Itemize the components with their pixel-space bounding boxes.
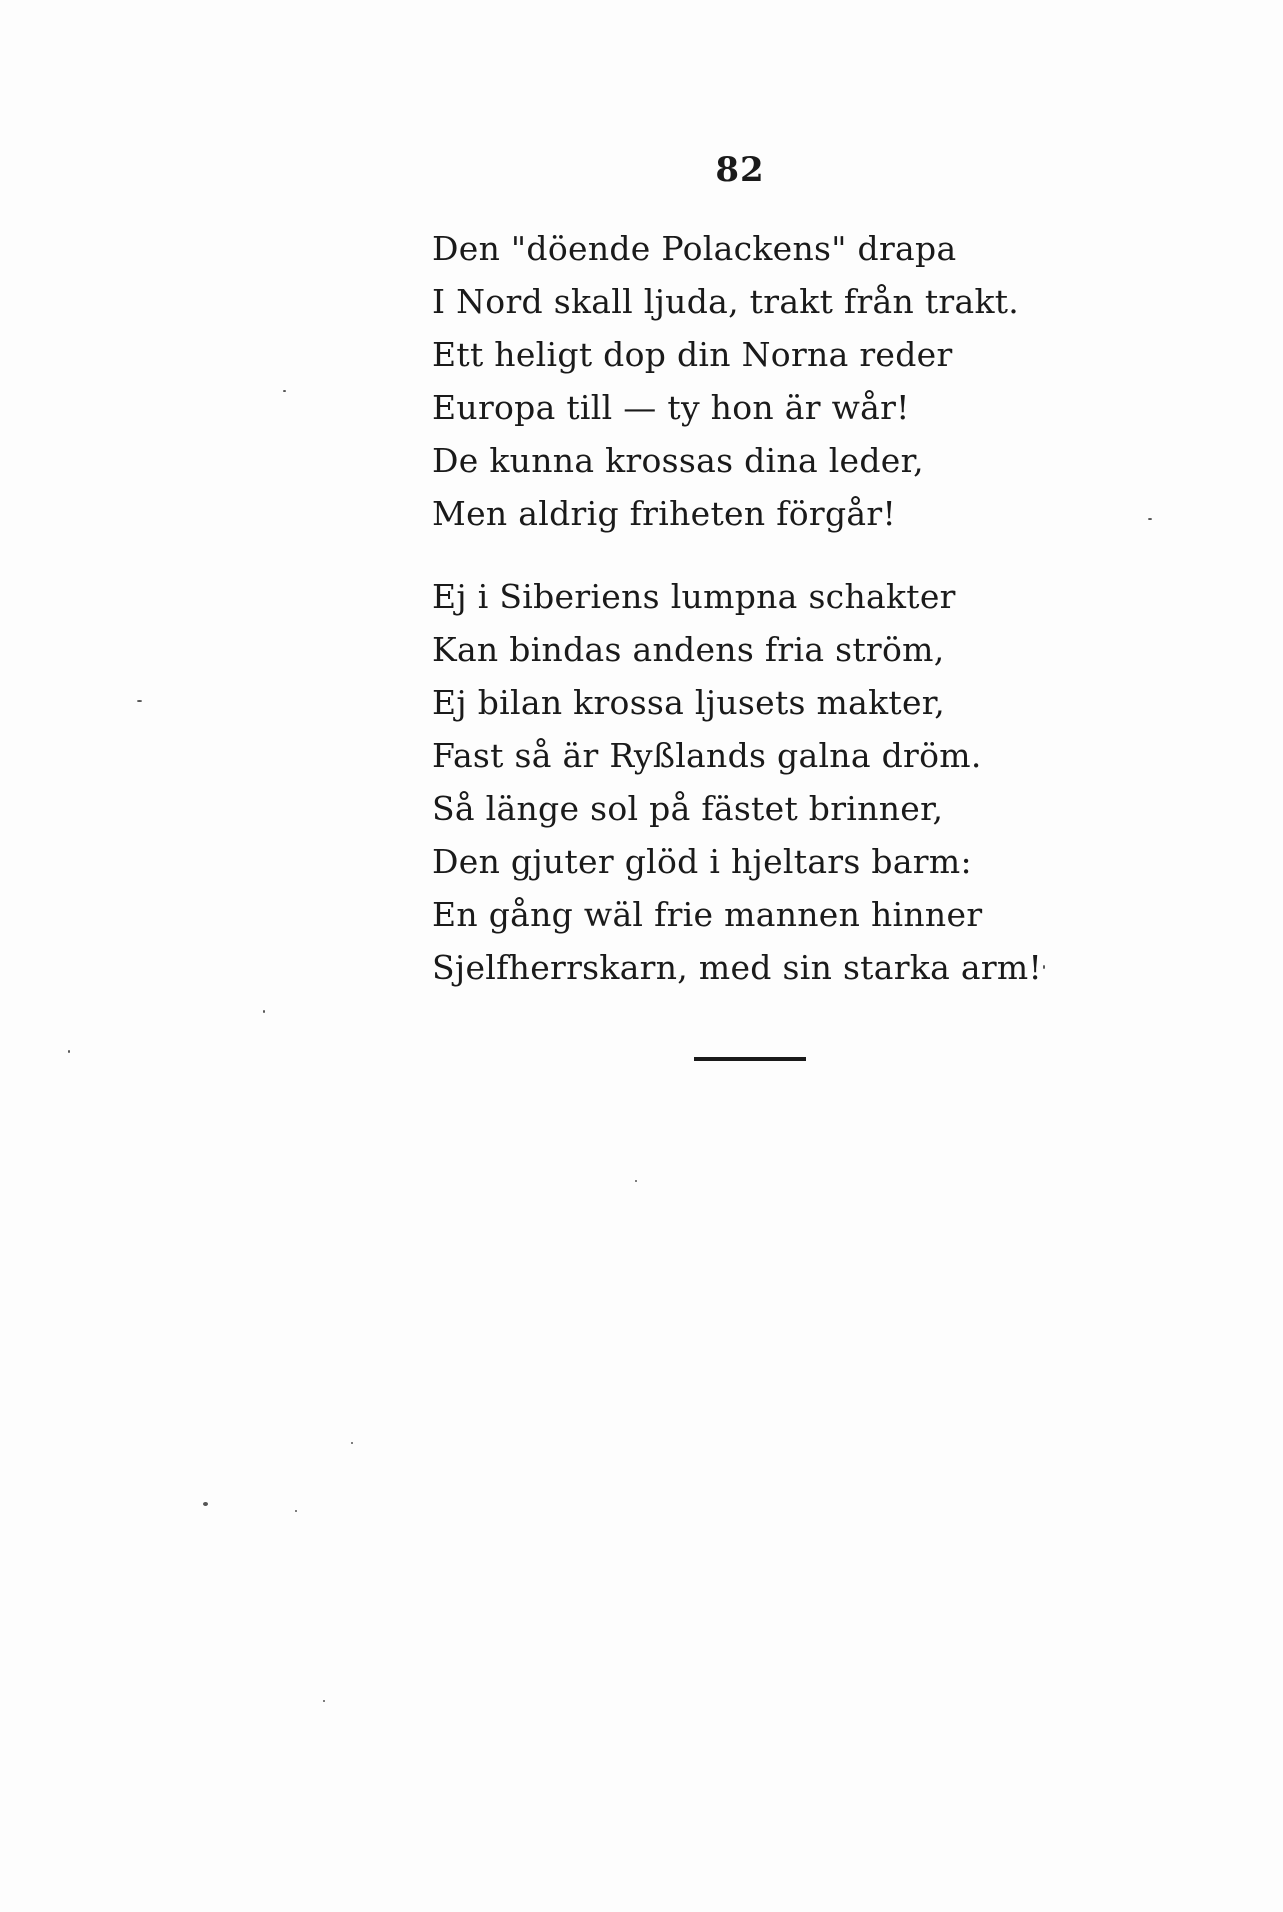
- verse-line: Ej i Siberiens lumpna schakter: [432, 577, 956, 616]
- verse-line: Sjelfherrskarn, med sin starka arm!: [432, 948, 1043, 987]
- verse-line: I Nord skall ljuda, trakt från trakt.: [432, 282, 1020, 321]
- scan-speck: [635, 1180, 637, 1182]
- scan-speck: [68, 1050, 70, 1053]
- section-end-rule: [694, 1057, 806, 1061]
- scan-speck: [295, 1510, 297, 1512]
- verse-line: Ej bilan krossa ljusets makter,: [432, 683, 946, 722]
- scan-speck: [137, 700, 142, 702]
- scan-speck: [351, 1442, 353, 1444]
- verse-line: Den "döende Polackens" drapa: [432, 229, 957, 268]
- verse-line: De kunna krossas dina leder,: [432, 441, 924, 480]
- scan-speck: [1043, 965, 1045, 969]
- scan-speck: [323, 1700, 325, 1702]
- verse-line: Den gjuter glöd i hjeltars barm:: [432, 842, 972, 881]
- scan-speck: [203, 1502, 208, 1506]
- scan-speck: [263, 1010, 265, 1013]
- scan-speck: [283, 390, 286, 392]
- stanza-2: [432, 570, 1043, 994]
- stanza-1: [432, 222, 1020, 540]
- verse-line: Så länge sol på fästet brinner,: [432, 789, 944, 828]
- verse-line: En gång wäl frie mannen hinner: [432, 895, 983, 934]
- page-number: 82: [715, 150, 765, 190]
- scan-speck: [1148, 518, 1152, 520]
- verse-line: Ett heligt dop din Norna reder: [432, 335, 953, 374]
- verse-line: Europa till — ty hon är wår!: [432, 388, 910, 427]
- verse-line: Kan bindas andens fria ström,: [432, 630, 945, 669]
- verse-line: Fast så är Ryßlands galna dröm.: [432, 736, 982, 775]
- verse-line: Men aldrig friheten förgår!: [432, 494, 897, 533]
